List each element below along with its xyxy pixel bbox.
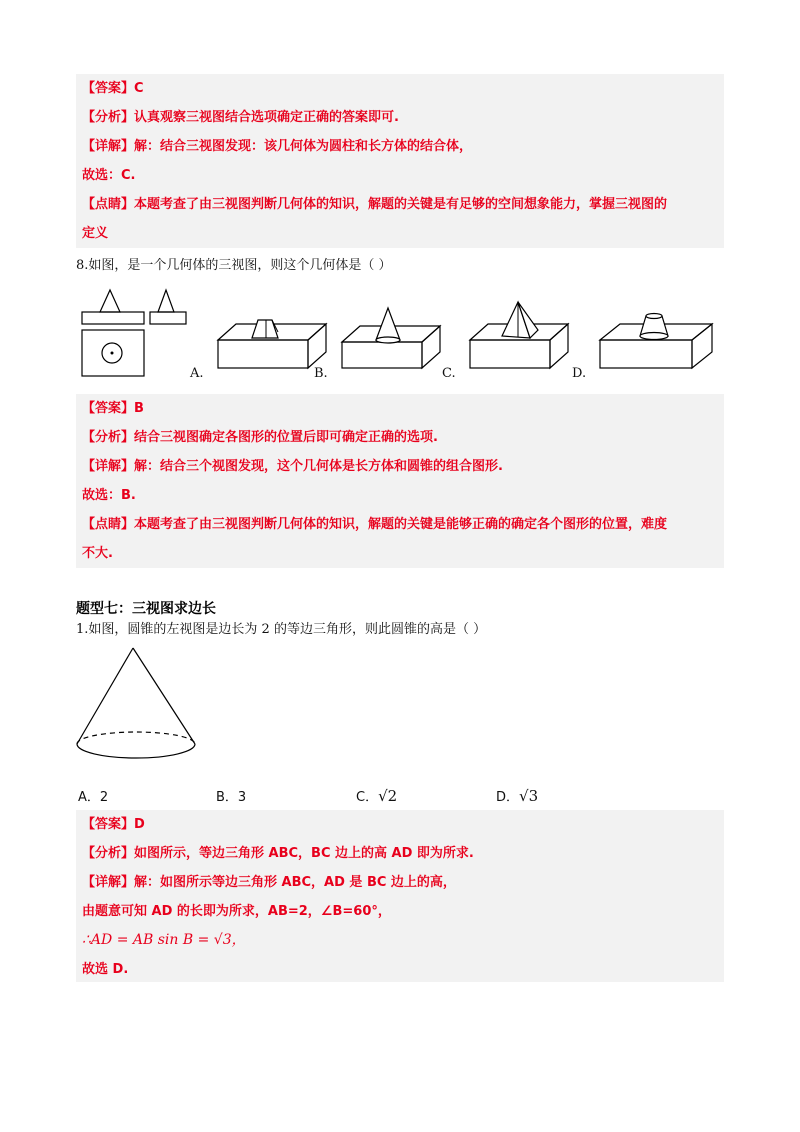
- side-view-base: [150, 312, 186, 324]
- option-a-figure: [214, 318, 330, 372]
- choice-d-value: √3: [519, 787, 539, 805]
- choice-a-label: A．: [78, 790, 100, 805]
- comment-line: 【点睛】本题考查了由三视图判断几何体的知识，解题的关键是有足够的空间想象能力，掌握三视图的: [82, 197, 668, 212]
- choice-c-value: √2: [378, 787, 398, 805]
- conclusion-line: 故选 D.: [82, 962, 129, 977]
- choice-d-label: D．: [496, 790, 520, 805]
- choice-a-value: 2: [99, 790, 109, 805]
- choice-a: [78, 786, 108, 805]
- option-b-figure: [340, 306, 444, 372]
- option-c-label: C.: [442, 366, 456, 381]
- option-d-label: D.: [572, 366, 587, 381]
- side-view-triangle: [158, 290, 174, 312]
- answer-line: 【答案】B: [82, 401, 144, 416]
- known-line: 由题意可知 AD 的长即为所求，AB=2，∠B=60°，: [82, 904, 391, 919]
- answer-block-3: [76, 810, 724, 982]
- analysis-line: 【分析】结合三视图确定各图形的位置后即可确定正确的选项.: [82, 430, 438, 445]
- analysis-line: 【分析】认真观察三视图结合选项确定正确的答案即可.: [82, 110, 399, 125]
- option-b-label: B.: [314, 366, 328, 381]
- analysis-line: 【分析】如图所示，等边三角形 ABC，BC 边上的高 AD 即为所求.: [82, 846, 474, 861]
- top-view-center: [111, 352, 114, 355]
- question-8-text: 8.如图，是一个几何体的三视图，则这个几何体是（ ）: [76, 258, 392, 273]
- cone-figure: [74, 646, 200, 762]
- comment-line-cont: 定义: [82, 226, 109, 241]
- section-title: 题型七：三视图求边长: [76, 601, 216, 617]
- choice-b-label: B．: [216, 790, 238, 805]
- question-1-text: 1.如图，圆锥的左视图是边长为 2 的等边三角形，则此圆锥的高是（ ）: [76, 622, 487, 637]
- choice-line: 故选：B.: [82, 488, 136, 503]
- choice-d: [496, 786, 538, 805]
- choice-b-value: 3: [237, 790, 247, 805]
- comment-line: 【点睛】本题考查了由三视图判断几何体的知识，解题的关键是能够正确的确定各个图形的位置，难度: [82, 517, 668, 532]
- answer-block-2: [76, 394, 724, 568]
- answer-line: 【答案】C: [82, 81, 144, 96]
- formula-text: ∴AD = AB sin B = √3，: [82, 932, 246, 948]
- option-c-figure: [468, 300, 572, 372]
- three-view-figure: [78, 282, 190, 382]
- choice-c-label: C．: [356, 790, 379, 805]
- front-view-base: [82, 312, 144, 324]
- choice-c: [356, 786, 397, 805]
- answer-line: 【答案】D: [82, 817, 145, 832]
- detail-line: 【详解】解：结合三视图发现：该几何体为圆柱和长方体的结合体，: [82, 139, 473, 154]
- formula-line: [82, 926, 718, 955]
- detail-line: 【详解】解：如图所示等边三角形 ABC，AD 是 BC 边上的高，: [82, 875, 456, 890]
- option-a-label: A.: [190, 366, 204, 381]
- option-d-figure: [598, 310, 716, 372]
- comment-line-cont: 不大.: [82, 546, 113, 561]
- choice-b: [216, 786, 246, 805]
- front-view-triangle: [100, 290, 120, 312]
- answer-block-1: [76, 74, 724, 248]
- detail-line: 【详解】解：结合三个视图发现，这个几何体是长方体和圆锥的组合图形.: [82, 459, 503, 474]
- choice-line: 故选：C.: [82, 168, 136, 183]
